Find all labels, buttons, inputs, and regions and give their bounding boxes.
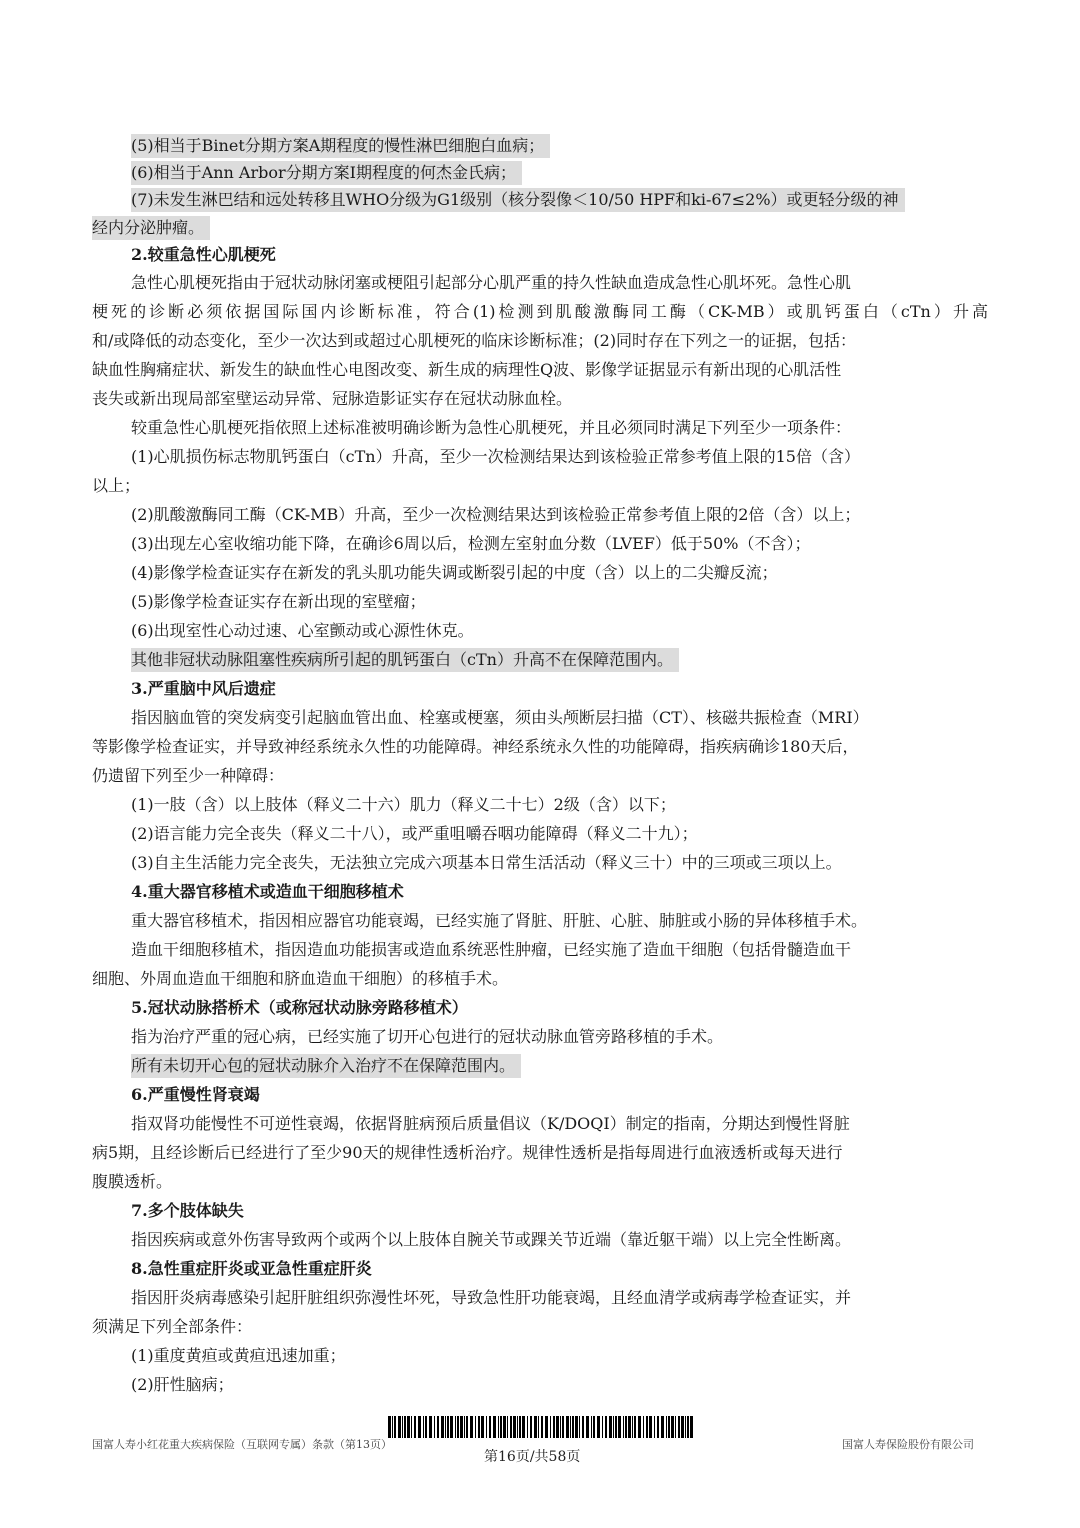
section-heading-5: 5.冠状动脉搭桥术（或称冠状动脉旁路移植术） (131, 998, 468, 1017)
section-heading-7: 7.多个肢体缺失 (131, 1201, 244, 1220)
paragraph-line: 腹膜透析。 (92, 1172, 173, 1191)
list-item: (1)重度黄疸或黄疸迅速加重； (131, 1346, 346, 1365)
section-heading-2: 2.较重急性心肌梗死 (131, 245, 276, 264)
paragraph-line: 丧失或新出现局部室壁运动异常、冠脉造影证实存在冠状动脉血栓。 (92, 389, 573, 408)
list-item: (3)自主生活能力完全丧失，无法独立完成六项基本日常生活活动（释义三十）中的三项或三项以上。 (131, 853, 842, 872)
list-item: (6)出现室性心动过速、心室颤动或心源性休克。 (131, 621, 474, 640)
clause-item-5: (5)相当于Binet分期方案A期程度的慢性淋巴细胞白血病； (131, 134, 550, 158)
paragraph-line: 细胞、外周血造血干细胞和脐血造血干细胞）的移植手术。 (92, 969, 509, 988)
list-item: (5)影像学检查证实存在新出现的室壁瘤； (131, 592, 426, 611)
paragraph-line: 指双肾功能慢性不可逆性衰竭，依据肾脏病预后质量倡议（K/DOQI）制定的指南，分期达到慢性肾脏 (131, 1114, 850, 1133)
list-item: (2)肌酸激酶同工酶（CK-MB）升高，至少一次检测结果达到该检验正常参考值上限的2倍（含）以上； (131, 505, 861, 524)
page-number: 第16页/共58页 (484, 1449, 581, 1465)
exclusion-note: 其他非冠状动脉阻塞性疾病所引起的肌钙蛋白（cTn）升高不在保障范围内。 (131, 648, 679, 672)
list-item: (2)语言能力完全丧失（释义二十八），或严重咀嚼吞咽功能障碍（释义二十九）； (131, 824, 698, 843)
paragraph-line: 仍遗留下列至少一种障碍： (92, 766, 285, 785)
paragraph-line: 缺血性胸痛症状、新发生的缺血性心电图改变、新生成的病理性Q波、影像学证据显示有新出现的心肌活性 (92, 360, 842, 379)
clause-item-7-cont: 经内分泌肿瘤。 (92, 216, 210, 240)
barcode-image (388, 1416, 698, 1438)
exclusion-note: 所有未切开心包的冠状动脉介入治疗不在保障范围内。 (131, 1054, 521, 1078)
paragraph-line: 梗死的诊断必须依据国际国内诊断标准，符合(1)检测到肌酸激酶同工酶（CK-MB）或肌钙蛋白（cTn）升高 (92, 302, 988, 321)
section-heading-4: 4.重大器官移植术或造血干细胞移植术 (131, 882, 404, 901)
list-item: (4)影像学检查证实存在新发的乳头肌功能失调或断裂引起的中度（含）以上的二尖瓣反流； (131, 563, 778, 582)
footer-company-name: 国富人寿保险股份有限公司 (842, 1438, 974, 1451)
paragraph-line: 指因疾病或意外伤害导致两个或两个以上肢体自腕关节或踝关节近端（靠近躯干端）以上完全性断离。 (131, 1230, 852, 1249)
clause-item-6: (6)相当于Ann Arbor分期方案I期程度的何杰金氏病； (131, 161, 522, 185)
paragraph-line: 指因肝炎病毒感染引起肝脏组织弥漫性坏死，导致急性肝功能衰竭，且经血清学或病毒学检查证实，并 (131, 1288, 852, 1307)
paragraph-line: 重大器官移植术，指因相应器官功能衰竭，已经实施了肾脏、肝脏、心脏、肺脏或小肠的异体移植手术。 (131, 911, 868, 930)
footer-product-name: 国富人寿小红花重大疾病保险（互联网专属）条款（第13页） (92, 1438, 392, 1451)
paragraph-line: 指因脑血管的突发病变引起脑血管出血、栓塞或梗塞，须由头颅断层扫描（CT）、核磁共振检查（MRI） (131, 708, 869, 727)
paragraph-line: 病5期，且经诊断后已经进行了至少90天的规律性透析治疗。规律性透析是指每周进行血液透析或每天进行 (92, 1143, 843, 1162)
list-item: (1)一肢（含）以上肢体（释义二十六）肌力（释义二十七）2级（含）以下； (131, 795, 676, 814)
list-item-cont: 以上； (92, 476, 141, 495)
section-heading-6: 6.严重慢性肾衰竭 (131, 1085, 260, 1104)
paragraph-line: 造血干细胞移植术，指因造血功能损害或造血系统恶性肿瘤，已经实施了造血干细胞（包括骨髓造血干 (131, 940, 852, 959)
section-heading-8: 8.急性重症肝炎或亚急性重症肝炎 (131, 1259, 372, 1278)
list-item: (1)心肌损伤标志物肌钙蛋白（cTn）升高，至少一次检测结果达到该检验正常参考值上限的15倍（含） (131, 447, 860, 466)
paragraph-line: 较重急性心肌梗死指依照上述标准被明确诊断为急性心肌梗死，并且必须同时满足下列至少一项条件： (131, 418, 852, 437)
paragraph-line: 和/或降低的动态变化，至少一次达到或超过心肌梗死的临床诊断标准；(2)同时存在下列之一的证据，包括： (92, 331, 857, 350)
paragraph-line: 等影像学检查证实，并导致神经系统永久性的功能障碍。神经系统永久性的功能障碍，指疾病确诊180天后， (92, 737, 859, 756)
clause-item-7: (7)未发生淋巴结和远处转移且WHO分级为G1级别（核分裂像＜10/50 HPF和ki-67≤2%）或更轻分级的神 (131, 188, 905, 212)
list-item: (2)肝性脑病； (131, 1375, 234, 1394)
paragraph-line: 急性心肌梗死指由于冠状动脉闭塞或梗阻引起部分心肌严重的持久性缺血造成急性心肌坏死。急性心肌 (131, 273, 852, 292)
paragraph-line: 须满足下列全部条件： (92, 1317, 253, 1336)
paragraph-line: 指为治疗严重的冠心病，已经实施了切开心包进行的冠状动脉血管旁路移植的手术。 (131, 1027, 724, 1046)
section-heading-3: 3.严重脑中风后遗症 (131, 679, 276, 698)
list-item: (3)出现左心室收缩功能下降，在确诊6周以后，检测左室射血分数（LVEF）低于50%（不含）； (131, 534, 811, 553)
